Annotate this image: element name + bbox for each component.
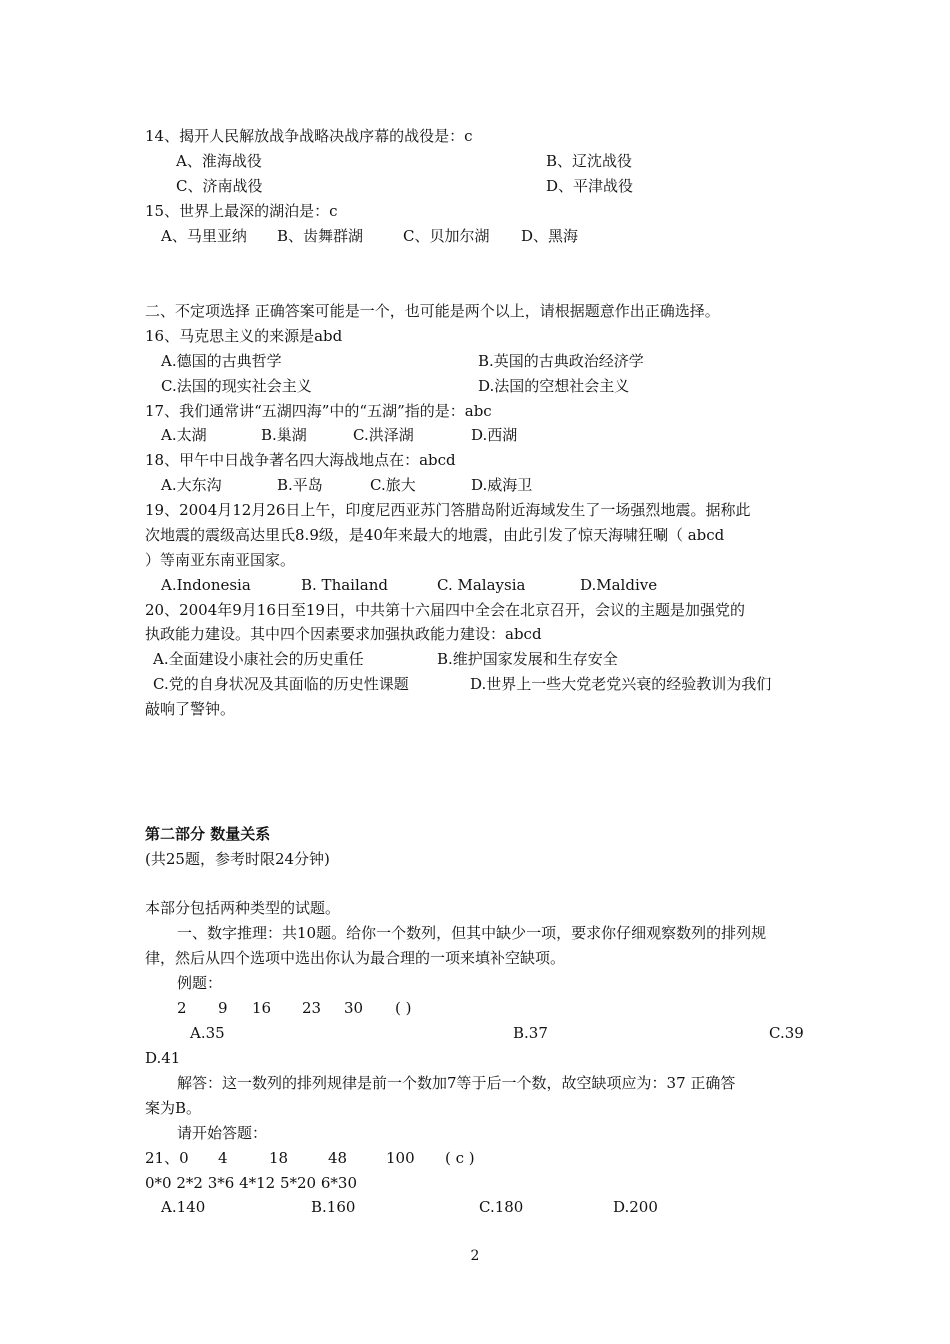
q18-stem: 18、甲午中日战争著名四大海战地点在：abcd [145,451,456,469]
section2-intro: 二、不定项选择 正确答案可能是一个，也可能是两个以上，请根据题意作出正确选择。 [145,302,720,320]
example-option-d: D.41 [145,1049,181,1067]
q15-stem: 15、世界上最深的湖泊是：c [145,202,338,220]
part2-subtitle: (共25题，参考时限24分钟) [145,850,330,868]
q19-option-d: D.Maldive [580,576,658,594]
q19-line-2: 次地震的震级高达里氏8.9级，是40年来最大的地震，由此引发了惊天海啸狂唰（ abcd [145,526,725,544]
q17-option-a: A.太湖 [161,426,207,444]
q20-option-d-continuation: 敲响了警钟。 [145,700,236,718]
example-blank: ( ) [395,999,412,1017]
page-number: 2 [470,1248,480,1264]
type1-description-line-1: 一、数字推理：共10题。给你一个数列，但其中缺少一项，要求你仔细观察数列的排列规 [177,924,767,942]
q21-option-d: D.200 [613,1198,658,1216]
q16-stem: 16、马克思主义的来源是abd [145,327,343,345]
q20-option-a: A.全面建设小康社会的历史重任 [153,650,364,668]
example-term: 16 [252,999,272,1017]
q21-option-a: A.140 [161,1198,206,1216]
part2-title: 第二部分 数量关系 [145,825,271,843]
q16-option-c: C.法国的现实社会主义 [161,377,312,395]
q21-term: 4 [218,1149,228,1167]
part2-intro: 本部分包括两种类型的试题。 [145,899,341,917]
example-option-c: C.39 [769,1024,804,1042]
example-term: 23 [302,999,322,1017]
example-term: 9 [218,999,228,1017]
q20-option-b: B.维护国家发展和生存安全 [437,650,618,668]
q19-line-1: 19、2004月12月26日上午，印度尼西亚苏门答腊岛附近海域发生了一场强烈地震。据称此 [145,501,751,519]
example-answer-line-2: 案为B。 [145,1099,202,1117]
q20-line-2: 执政能力建设。其中四个因素要求加强执政能力建设：abcd [145,625,542,643]
q20-line-1: 20、2004年9月16日至19日，中共第十六届四中全会在北京召开，会议的主题是加强党的 [145,601,745,619]
q14-stem: 14、揭开人民解放战争战略决战序幕的战役是：c [145,127,473,145]
q18-option-a: A.大东沟 [161,476,222,494]
example-term: 2 [177,999,187,1017]
q17-option-c: C.洪泽湖 [353,426,414,444]
q17-option-b: B.巢湖 [261,426,307,444]
example-label: 例题： [177,974,223,992]
q18-option-b: B.平岛 [277,476,323,494]
q16-option-b: B.英国的古典政治经济学 [478,352,644,370]
q19-option-c: C. Malaysia [437,576,526,594]
q15-option-b: B、齿舞群湖 [277,227,364,245]
q17-stem: 17、我们通常讲“五湖四海”中的“五湖”指的是：abc [145,402,492,420]
q15-option-c: C、贝加尔湖 [403,227,490,245]
q21-note: 0*0 2*2 3*6 4*12 5*20 6*30 [145,1174,357,1192]
q14-option-b: B、辽沈战役 [546,152,633,170]
q18-option-c: C.旅大 [370,476,416,494]
q21-option-c: C.180 [479,1198,524,1216]
q20-option-c: C.党的自身状况及其面临的历史性课题 [153,675,409,693]
q19-option-a: A.Indonesia [161,576,251,594]
example-option-b: B.37 [513,1024,548,1042]
q21-blank: ( c ) [445,1149,475,1167]
example-answer-line-1: 解答：这一数列的排列规律是前一个数加7等于后一个数，故空缺项应为：37 正确答 [177,1074,736,1092]
q16-option-d: D.法国的空想社会主义 [478,377,630,395]
q15-option-a: A、马里亚纳 [161,227,247,245]
q16-option-a: A.德国的古典哲学 [161,352,282,370]
q18-option-d: D.威海卫 [471,476,533,494]
example-option-a: A.35 [190,1024,225,1042]
q19-line-3: ）等南亚东南亚国家。 [145,551,296,569]
q21-prefix: 21、0 [145,1149,189,1167]
q14-option-a: A、淮海战役 [176,152,262,170]
q19-option-b: B. Thailand [301,576,388,594]
example-term: 30 [344,999,364,1017]
q14-option-d: D、平津战役 [546,177,634,195]
start-answering-label: 请开始答题： [177,1124,268,1142]
q21-term: 100 [386,1149,415,1167]
q21-term: 18 [269,1149,289,1167]
q21-option-b: B.160 [311,1198,356,1216]
type1-description-line-2: 律，然后从四个选项中选出你认为最合理的一项来填补空缺项。 [145,949,566,967]
q20-option-d: D.世界上一些大党老党兴衰的经验教训为我们 [470,675,772,693]
q17-option-d: D.西湖 [471,426,518,444]
q21-term: 48 [328,1149,348,1167]
q15-option-d: D、黑海 [521,227,579,245]
q14-option-c: C、济南战役 [176,177,263,195]
